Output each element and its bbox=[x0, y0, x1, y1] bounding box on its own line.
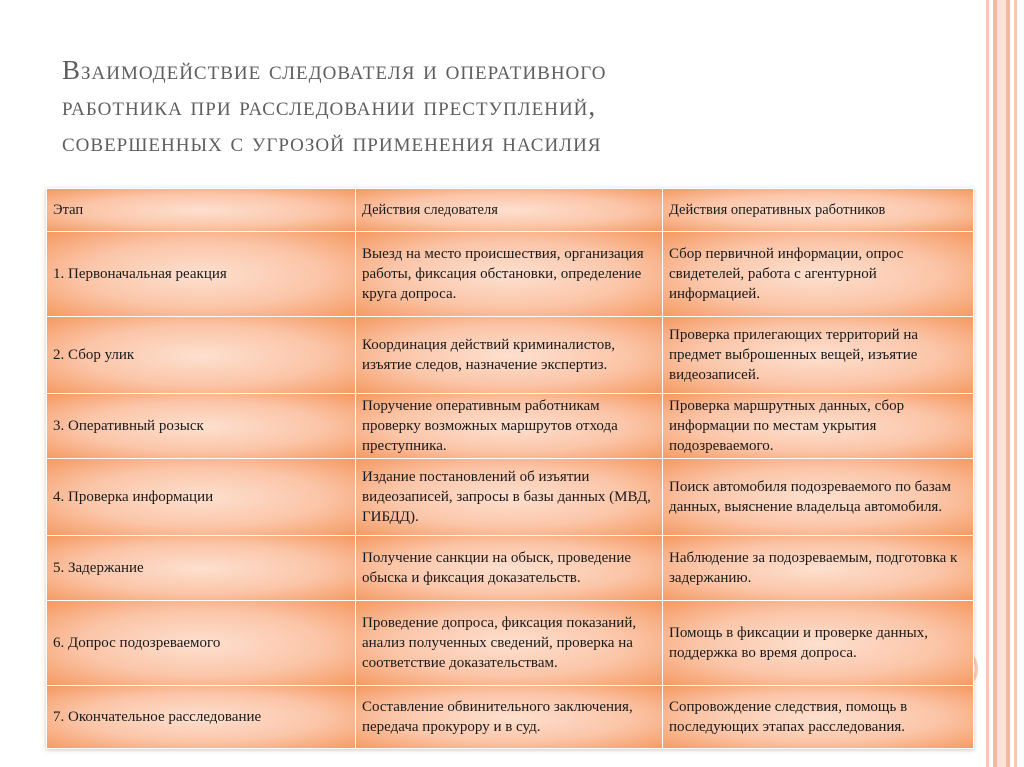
operative-actions-cell: Сбор первичной информации, опрос свидетелей, работа с агентурной информацией. bbox=[662, 232, 973, 317]
table-row bbox=[47, 686, 974, 749]
operative-actions-cell: Наблюдение за подозреваемым, подготовка к задержанию. bbox=[662, 536, 973, 601]
table-row bbox=[47, 317, 974, 394]
investigator-actions-cell: Поручение оперативным работникам проверку возможных маршрутов отхода преступника. bbox=[356, 394, 663, 459]
header-cell-investigator: Действия следователя bbox=[356, 189, 663, 232]
header-cell-stage: Этап bbox=[47, 189, 356, 232]
slide-title-line: Взаимодействие следователя и оперативного bbox=[62, 55, 607, 85]
operative-actions-cell: Проверка прилегающих территорий на предмет выброшенных вещей, изъятие видеозаписей. bbox=[662, 317, 973, 394]
header-cell-operative: Действия оперативных работников bbox=[662, 189, 973, 232]
stage-cell: 4. Проверка информации bbox=[47, 459, 356, 536]
stage-cell: 5. Задержание bbox=[47, 536, 356, 601]
decorative-side-stripes bbox=[980, 0, 1024, 767]
operative-actions-cell: Поиск автомобиля подозреваемого по базам данных, выяснение владельца автомобиля. bbox=[662, 459, 973, 536]
stage-cell: 1. Первоначальная реакция bbox=[47, 232, 356, 317]
stage-cell: 3. Оперативный розыск bbox=[47, 394, 356, 459]
table-header-row bbox=[47, 189, 974, 232]
investigator-actions-cell: Выезд на место происшествия, организация работы, фиксация обстановки, определение круга допроса. bbox=[356, 232, 663, 317]
investigator-actions-cell: Координация действий криминалистов, изъятие следов, назначение экспертиз. bbox=[356, 317, 663, 394]
slide-title bbox=[62, 52, 922, 160]
investigator-actions-cell: Издание постановлений об изъятии видеозаписей, запросы в базы данных (МВД, ГИБДД). bbox=[356, 459, 663, 536]
table-row bbox=[47, 601, 974, 686]
table-row bbox=[47, 232, 974, 317]
interaction-table bbox=[46, 188, 974, 749]
stage-cell: 6. Допрос подозреваемого bbox=[47, 601, 356, 686]
table-row bbox=[47, 394, 974, 459]
operative-actions-cell: Проверка маршрутных данных, сбор информации по местам укрытия подозреваемого. bbox=[662, 394, 973, 459]
slide-title-line: совершенных с угрозой применения насилия bbox=[62, 127, 602, 157]
stage-cell: 2. Сбор улик bbox=[47, 317, 356, 394]
stage-cell: 7. Окончательное расследование bbox=[47, 686, 356, 749]
investigator-actions-cell: Проведение допроса, фиксация показаний, анализ полученных сведений, проверка на соответствие доказательствам. bbox=[356, 601, 663, 686]
table-row bbox=[47, 459, 974, 536]
table-row bbox=[47, 536, 974, 601]
operative-actions-cell: Помощь в фиксации и проверке данных, поддержка во время допроса. bbox=[662, 601, 973, 686]
operative-actions-cell: Сопровождение следствия, помощь в последующих этапах расследования. bbox=[662, 686, 973, 749]
investigator-actions-cell: Составление обвинительного заключения, передача прокурору и в суд. bbox=[356, 686, 663, 749]
slide-title-line: работника при расследовании преступлений, bbox=[62, 91, 597, 121]
investigator-actions-cell: Получение санкции на обыск, проведение обыска и фиксация доказательств. bbox=[356, 536, 663, 601]
